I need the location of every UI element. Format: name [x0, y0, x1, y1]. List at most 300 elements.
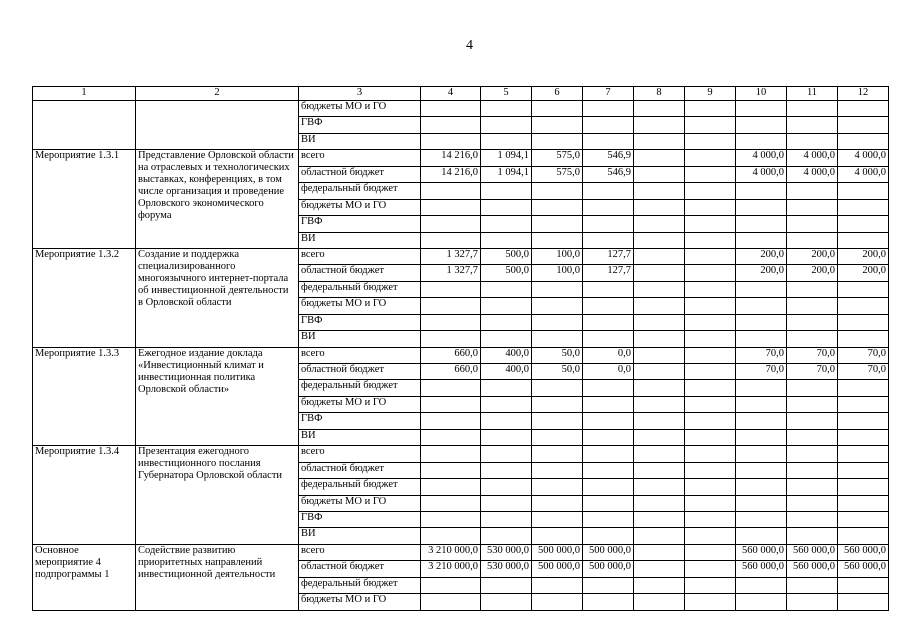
- source-cell: федеральный бюджет: [299, 380, 421, 396]
- value-cell: [421, 232, 481, 248]
- source-cell: областной бюджет: [299, 462, 421, 478]
- value-cell: [421, 495, 481, 511]
- value-cell: [532, 199, 583, 215]
- value-cell: [787, 479, 838, 495]
- table-row: [33, 347, 889, 363]
- value-cell: [583, 577, 634, 593]
- value-cell: 3 210 000,0: [421, 561, 481, 577]
- value-cell: [583, 117, 634, 133]
- value-cell: [583, 183, 634, 199]
- value-cell: 127,7: [583, 265, 634, 281]
- value-cell: [838, 446, 889, 462]
- value-cell: 4 000,0: [787, 150, 838, 166]
- value-cell: [481, 495, 532, 511]
- value-cell: [685, 429, 736, 445]
- value-cell: [532, 429, 583, 445]
- value-cell: 200,0: [838, 265, 889, 281]
- value-cell: [583, 462, 634, 478]
- value-cell: [685, 364, 736, 380]
- funding-table: [32, 86, 889, 611]
- source-cell: ГВФ: [299, 314, 421, 330]
- value-cell: [685, 101, 736, 117]
- value-cell: [787, 594, 838, 610]
- value-cell: [634, 101, 685, 117]
- column-header: 12: [838, 87, 889, 101]
- value-cell: [736, 298, 787, 314]
- value-cell: 4 000,0: [787, 166, 838, 182]
- value-cell: [787, 577, 838, 593]
- value-cell: [481, 183, 532, 199]
- value-cell: [634, 364, 685, 380]
- value-cell: [736, 594, 787, 610]
- value-cell: [583, 429, 634, 445]
- value-cell: [685, 166, 736, 182]
- column-header: 8: [634, 87, 685, 101]
- value-cell: [787, 133, 838, 149]
- value-cell: [583, 594, 634, 610]
- value-cell: 70,0: [787, 347, 838, 363]
- source-cell: ВИ: [299, 429, 421, 445]
- value-cell: [583, 413, 634, 429]
- value-cell: [634, 413, 685, 429]
- value-cell: 660,0: [421, 347, 481, 363]
- value-cell: 1 094,1: [481, 166, 532, 182]
- value-cell: [634, 216, 685, 232]
- table-row: [33, 544, 889, 560]
- value-cell: [532, 413, 583, 429]
- value-cell: 70,0: [838, 347, 889, 363]
- value-cell: [838, 314, 889, 330]
- value-cell: [736, 314, 787, 330]
- value-cell: [481, 429, 532, 445]
- source-cell: всего: [299, 544, 421, 560]
- value-cell: [583, 101, 634, 117]
- value-cell: [787, 511, 838, 527]
- value-cell: [421, 281, 481, 297]
- source-cell: всего: [299, 248, 421, 264]
- value-cell: [532, 281, 583, 297]
- source-cell: бюджеты МО и ГО: [299, 199, 421, 215]
- value-cell: [685, 232, 736, 248]
- value-cell: [481, 117, 532, 133]
- table-row: [33, 101, 889, 117]
- table-row: [33, 150, 889, 166]
- value-cell: [421, 446, 481, 462]
- value-cell: [532, 133, 583, 149]
- value-cell: [787, 216, 838, 232]
- value-cell: [634, 331, 685, 347]
- value-cell: 575,0: [532, 166, 583, 182]
- source-cell: ВИ: [299, 133, 421, 149]
- value-cell: 546,9: [583, 166, 634, 182]
- value-cell: [736, 183, 787, 199]
- value-cell: [838, 594, 889, 610]
- value-cell: [736, 479, 787, 495]
- value-cell: [838, 429, 889, 445]
- value-cell: [583, 446, 634, 462]
- value-cell: [634, 479, 685, 495]
- value-cell: [736, 511, 787, 527]
- value-cell: [481, 232, 532, 248]
- value-cell: [838, 413, 889, 429]
- value-cell: [634, 446, 685, 462]
- value-cell: [787, 298, 838, 314]
- value-cell: [736, 232, 787, 248]
- value-cell: 500,0: [481, 248, 532, 264]
- source-cell: бюджеты МО и ГО: [299, 396, 421, 412]
- value-cell: [583, 511, 634, 527]
- value-cell: [583, 331, 634, 347]
- activity-code: Мероприятие 1.3.1: [33, 150, 136, 249]
- value-cell: [634, 183, 685, 199]
- source-cell: областной бюджет: [299, 166, 421, 182]
- value-cell: 530 000,0: [481, 544, 532, 560]
- value-cell: [481, 479, 532, 495]
- value-cell: [583, 396, 634, 412]
- value-cell: [838, 495, 889, 511]
- value-cell: 70,0: [736, 347, 787, 363]
- value-cell: [685, 133, 736, 149]
- value-cell: [421, 216, 481, 232]
- value-cell: [787, 413, 838, 429]
- activity-name: Ежегодное издание доклада «Инвестиционный климат и инвестиционная политика Орловской области»: [136, 347, 299, 446]
- value-cell: 560 000,0: [838, 544, 889, 560]
- source-cell: бюджеты МО и ГО: [299, 495, 421, 511]
- value-cell: 50,0: [532, 364, 583, 380]
- value-cell: [685, 298, 736, 314]
- value-cell: [838, 133, 889, 149]
- value-cell: [532, 594, 583, 610]
- value-cell: [787, 429, 838, 445]
- value-cell: [583, 216, 634, 232]
- value-cell: [532, 314, 583, 330]
- value-cell: [634, 495, 685, 511]
- value-cell: [787, 396, 838, 412]
- value-cell: [634, 232, 685, 248]
- value-cell: [583, 495, 634, 511]
- value-cell: [532, 577, 583, 593]
- value-cell: [532, 462, 583, 478]
- value-cell: [838, 101, 889, 117]
- value-cell: [838, 281, 889, 297]
- value-cell: [736, 101, 787, 117]
- value-cell: [838, 577, 889, 593]
- source-cell: всего: [299, 347, 421, 363]
- value-cell: [736, 117, 787, 133]
- column-header: 9: [685, 87, 736, 101]
- value-cell: 575,0: [532, 150, 583, 166]
- value-cell: [685, 446, 736, 462]
- column-header: 11: [787, 87, 838, 101]
- value-cell: 400,0: [481, 347, 532, 363]
- activity-code: Мероприятие 1.3.4: [33, 446, 136, 545]
- value-cell: [685, 216, 736, 232]
- column-header: 7: [583, 87, 634, 101]
- value-cell: [685, 577, 736, 593]
- value-cell: [421, 396, 481, 412]
- activity-code: Мероприятие 1.3.2: [33, 248, 136, 347]
- table-body: [33, 87, 889, 611]
- value-cell: [481, 101, 532, 117]
- source-cell: областной бюджет: [299, 265, 421, 281]
- value-cell: [634, 396, 685, 412]
- value-cell: [736, 577, 787, 593]
- value-cell: [421, 413, 481, 429]
- value-cell: 4 000,0: [838, 166, 889, 182]
- value-cell: [736, 380, 787, 396]
- value-cell: 1 327,7: [421, 248, 481, 264]
- value-cell: [481, 511, 532, 527]
- value-cell: [481, 446, 532, 462]
- value-cell: [532, 511, 583, 527]
- value-cell: [481, 281, 532, 297]
- value-cell: 14 216,0: [421, 150, 481, 166]
- value-cell: [634, 150, 685, 166]
- value-cell: [481, 133, 532, 149]
- value-cell: [532, 380, 583, 396]
- value-cell: [532, 298, 583, 314]
- value-cell: [532, 232, 583, 248]
- value-cell: [787, 199, 838, 215]
- value-cell: [421, 117, 481, 133]
- value-cell: [583, 314, 634, 330]
- value-cell: [583, 380, 634, 396]
- source-cell: всего: [299, 150, 421, 166]
- value-cell: [481, 380, 532, 396]
- value-cell: [685, 396, 736, 412]
- value-cell: [583, 298, 634, 314]
- value-cell: 4 000,0: [838, 150, 889, 166]
- value-cell: 4 000,0: [736, 166, 787, 182]
- value-cell: [685, 495, 736, 511]
- value-cell: 127,7: [583, 248, 634, 264]
- source-cell: ГВФ: [299, 117, 421, 133]
- value-cell: [532, 216, 583, 232]
- value-cell: [421, 199, 481, 215]
- source-cell: федеральный бюджет: [299, 577, 421, 593]
- value-cell: 500 000,0: [532, 544, 583, 560]
- value-cell: [532, 446, 583, 462]
- value-cell: 200,0: [787, 265, 838, 281]
- value-cell: [634, 117, 685, 133]
- value-cell: [838, 117, 889, 133]
- value-cell: [685, 199, 736, 215]
- value-cell: [634, 577, 685, 593]
- activity-code: Основное мероприятие 4 подпрограммы 1: [33, 544, 136, 610]
- value-cell: [634, 380, 685, 396]
- value-cell: 560 000,0: [787, 544, 838, 560]
- value-cell: [583, 281, 634, 297]
- value-cell: [421, 331, 481, 347]
- name-cell: [136, 101, 299, 150]
- value-cell: [634, 133, 685, 149]
- activity-name: Создание и поддержка специализированного многоязычного интернет-портала об инвестиционной деятельности в Орловской области: [136, 248, 299, 347]
- value-cell: [838, 298, 889, 314]
- code-cell: [33, 101, 136, 150]
- value-cell: [685, 413, 736, 429]
- source-cell: бюджеты МО и ГО: [299, 298, 421, 314]
- value-cell: [838, 479, 889, 495]
- value-cell: [787, 117, 838, 133]
- value-cell: 560 000,0: [736, 544, 787, 560]
- value-cell: 3 210 000,0: [421, 544, 481, 560]
- value-cell: [481, 199, 532, 215]
- value-cell: [634, 265, 685, 281]
- value-cell: 100,0: [532, 265, 583, 281]
- value-cell: [685, 511, 736, 527]
- value-cell: [634, 462, 685, 478]
- value-cell: [583, 199, 634, 215]
- source-cell: бюджеты МО и ГО: [299, 594, 421, 610]
- value-cell: [421, 101, 481, 117]
- value-cell: [481, 396, 532, 412]
- source-cell: федеральный бюджет: [299, 183, 421, 199]
- value-cell: 400,0: [481, 364, 532, 380]
- value-cell: [634, 561, 685, 577]
- value-cell: [634, 544, 685, 560]
- value-cell: [838, 528, 889, 544]
- value-cell: [736, 199, 787, 215]
- value-cell: 0,0: [583, 364, 634, 380]
- value-cell: 200,0: [787, 248, 838, 264]
- source-cell: ВИ: [299, 528, 421, 544]
- value-cell: [532, 117, 583, 133]
- value-cell: [736, 462, 787, 478]
- value-cell: [685, 380, 736, 396]
- source-cell: областной бюджет: [299, 364, 421, 380]
- value-cell: [481, 331, 532, 347]
- value-cell: [787, 446, 838, 462]
- value-cell: [583, 479, 634, 495]
- value-cell: [685, 281, 736, 297]
- value-cell: [736, 528, 787, 544]
- activity-name: Презентация ежегодного инвестиционного послания Губернатора Орловской области: [136, 446, 299, 545]
- value-cell: 200,0: [736, 265, 787, 281]
- value-cell: 500 000,0: [532, 561, 583, 577]
- source-cell: ВИ: [299, 331, 421, 347]
- value-cell: [685, 528, 736, 544]
- value-cell: [787, 495, 838, 511]
- value-cell: [421, 462, 481, 478]
- value-cell: [634, 199, 685, 215]
- value-cell: [787, 183, 838, 199]
- value-cell: [685, 347, 736, 363]
- value-cell: [787, 281, 838, 297]
- source-cell: федеральный бюджет: [299, 281, 421, 297]
- table-row: [33, 446, 889, 462]
- value-cell: 200,0: [838, 248, 889, 264]
- value-cell: [838, 462, 889, 478]
- value-cell: [787, 380, 838, 396]
- value-cell: [481, 462, 532, 478]
- value-cell: [736, 331, 787, 347]
- value-cell: [634, 429, 685, 445]
- header-row: [33, 87, 889, 101]
- value-cell: [838, 511, 889, 527]
- table-row: [33, 248, 889, 264]
- value-cell: [634, 281, 685, 297]
- source-cell: федеральный бюджет: [299, 479, 421, 495]
- value-cell: 1 327,7: [421, 265, 481, 281]
- value-cell: [736, 495, 787, 511]
- value-cell: [421, 479, 481, 495]
- value-cell: 500 000,0: [583, 561, 634, 577]
- value-cell: [532, 331, 583, 347]
- value-cell: [481, 413, 532, 429]
- value-cell: [532, 396, 583, 412]
- value-cell: [481, 577, 532, 593]
- column-header: 10: [736, 87, 787, 101]
- column-header: 5: [481, 87, 532, 101]
- value-cell: 530 000,0: [481, 561, 532, 577]
- value-cell: [685, 479, 736, 495]
- value-cell: 500,0: [481, 265, 532, 281]
- value-cell: [481, 314, 532, 330]
- activity-name: Представление Орловской области на отраслевых и технологических выставках, конференциях, в том числе организация и проведение Орловского экономического форума: [136, 150, 299, 249]
- value-cell: [634, 248, 685, 264]
- value-cell: [787, 331, 838, 347]
- value-cell: 1 094,1: [481, 150, 532, 166]
- value-cell: 560 000,0: [736, 561, 787, 577]
- value-cell: 546,9: [583, 150, 634, 166]
- value-cell: [838, 396, 889, 412]
- value-cell: [736, 133, 787, 149]
- value-cell: 70,0: [736, 364, 787, 380]
- value-cell: [421, 594, 481, 610]
- value-cell: [421, 528, 481, 544]
- value-cell: [685, 331, 736, 347]
- value-cell: 660,0: [421, 364, 481, 380]
- value-cell: [634, 511, 685, 527]
- column-header: 3: [299, 87, 421, 101]
- value-cell: [634, 166, 685, 182]
- value-cell: [787, 528, 838, 544]
- value-cell: [421, 380, 481, 396]
- value-cell: [685, 248, 736, 264]
- value-cell: [736, 446, 787, 462]
- value-cell: [421, 314, 481, 330]
- value-cell: 0,0: [583, 347, 634, 363]
- value-cell: 500 000,0: [583, 544, 634, 560]
- activity-name: Содействие развитию приоритетных направлений инвестиционной деятельности: [136, 544, 299, 610]
- value-cell: [736, 396, 787, 412]
- source-cell: областной бюджет: [299, 561, 421, 577]
- value-cell: [421, 577, 481, 593]
- column-header: 4: [421, 87, 481, 101]
- value-cell: 70,0: [787, 364, 838, 380]
- value-cell: [838, 199, 889, 215]
- value-cell: [685, 594, 736, 610]
- column-header: 6: [532, 87, 583, 101]
- value-cell: 4 000,0: [736, 150, 787, 166]
- value-cell: [583, 528, 634, 544]
- value-cell: 560 000,0: [838, 561, 889, 577]
- value-cell: [736, 413, 787, 429]
- value-cell: [685, 117, 736, 133]
- source-cell: ГВФ: [299, 511, 421, 527]
- value-cell: 70,0: [838, 364, 889, 380]
- value-cell: [838, 380, 889, 396]
- value-cell: [532, 528, 583, 544]
- value-cell: 100,0: [532, 248, 583, 264]
- value-cell: [421, 133, 481, 149]
- source-cell: ГВФ: [299, 216, 421, 232]
- value-cell: [634, 528, 685, 544]
- value-cell: [838, 232, 889, 248]
- value-cell: [685, 150, 736, 166]
- value-cell: [532, 479, 583, 495]
- value-cell: [634, 314, 685, 330]
